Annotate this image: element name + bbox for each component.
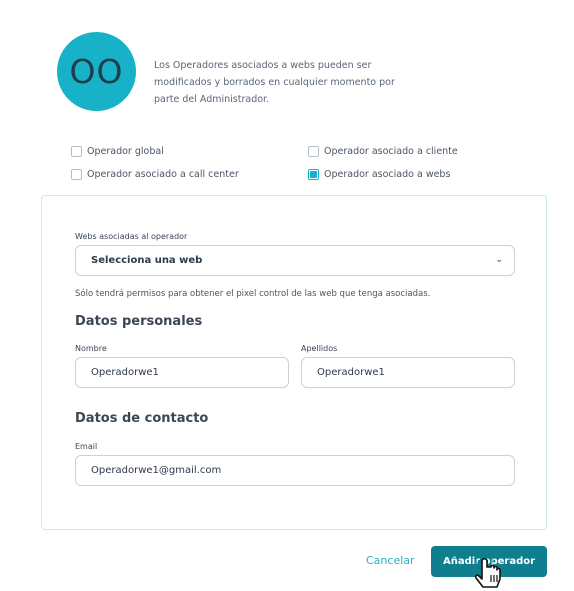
checkbox-operador-call-center[interactable] [71, 169, 239, 180]
webs-select[interactable] [75, 245, 515, 276]
webs-note: Sólo tendrá permisos para obtener el pixel control de las web que tenga asociadas. [75, 289, 431, 299]
add-operator-label: Añadir operador [442, 556, 536, 567]
contact-heading: Datos de contacto [75, 411, 209, 426]
avatar [57, 32, 136, 111]
webs-label: Webs asociadas al operador [75, 232, 188, 241]
checkbox-box-checked[interactable] [308, 169, 319, 180]
nombre-label: Nombre [75, 344, 107, 353]
hand-pointer-icon [473, 549, 507, 591]
checkbox-label: Operador asociado a cliente [324, 146, 458, 157]
apellidos-value: Operadorwe1 [317, 367, 385, 378]
email-value: Operadorwe1@gmail.com [91, 465, 222, 476]
checkbox-box[interactable] [71, 146, 82, 157]
checkbox-label: Operador global [87, 146, 164, 157]
checkbox-operador-cliente[interactable] [308, 146, 458, 157]
nombre-value: Operadorwe1 [91, 367, 159, 378]
email-field[interactable] [75, 455, 515, 486]
avatar-initials: OO [69, 52, 124, 91]
checkbox-operador-webs[interactable] [308, 169, 450, 180]
operator-form-card [41, 195, 547, 530]
intro-text: Los Operadores asociados a webs pueden ser modificados y borrados en cualquier momento por parte del Administrador. [154, 60, 395, 105]
checkbox-label: Operador asociado a call center [87, 169, 239, 180]
apellidos-label: Apellidos [301, 344, 338, 353]
chevron-down-icon: ⌄ [495, 255, 503, 265]
personal-heading: Datos personales [75, 314, 203, 329]
nombre-field[interactable] [75, 357, 289, 388]
webs-select-value: Selecciona una web [91, 255, 203, 266]
checkbox-box[interactable] [308, 146, 319, 157]
checkbox-operador-global[interactable] [71, 146, 164, 157]
cancel-button[interactable]: Cancelar [366, 554, 415, 567]
email-label: Email [75, 442, 98, 451]
checkbox-label: Operador asociado a webs [324, 169, 451, 180]
apellidos-field[interactable] [301, 357, 515, 388]
checkbox-box[interactable] [71, 169, 82, 180]
